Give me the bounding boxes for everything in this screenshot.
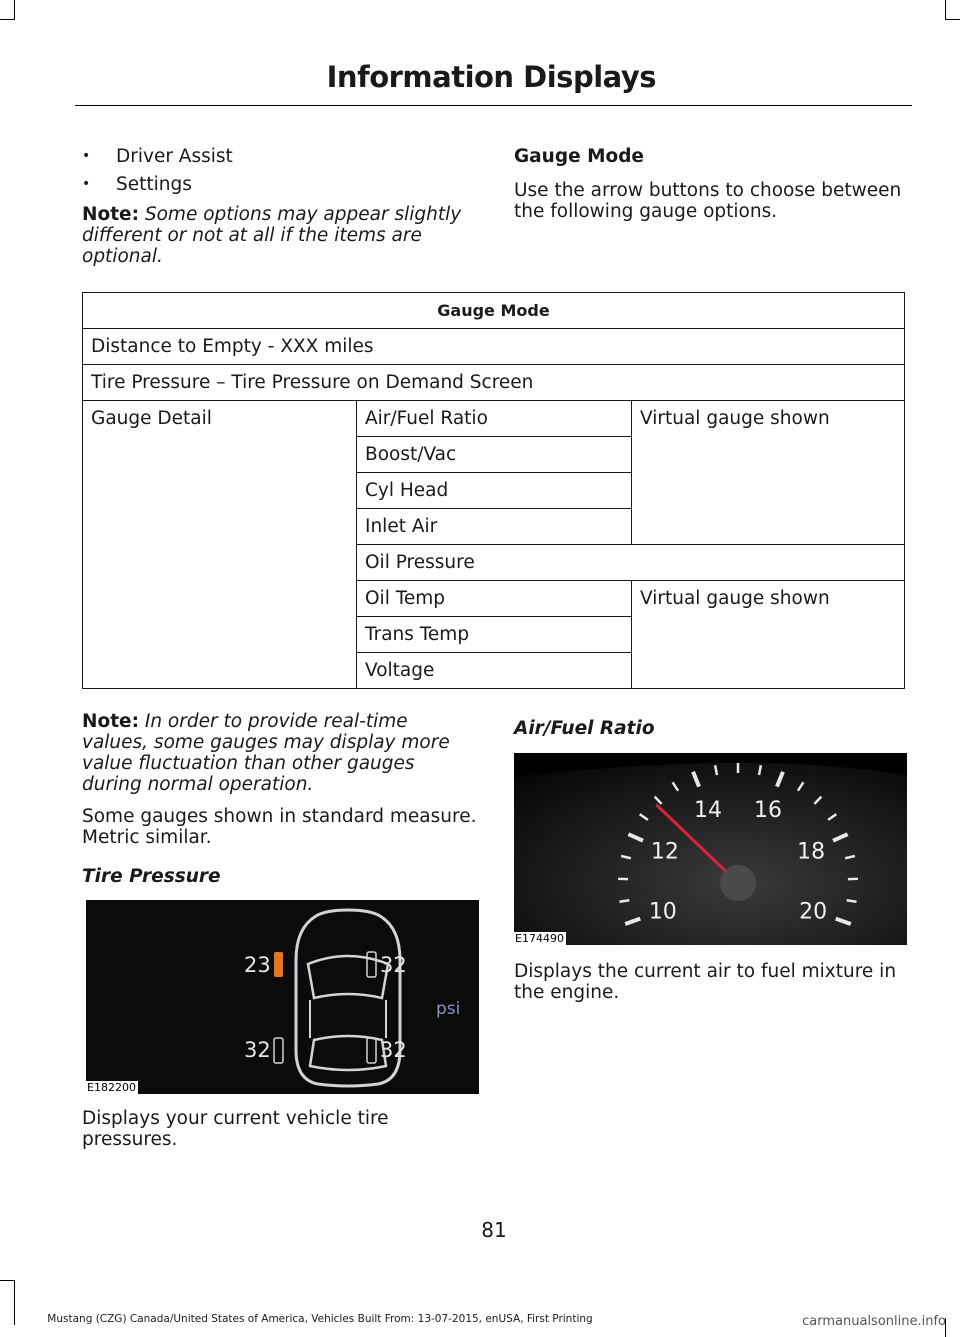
crop-mark: [14, 0, 15, 20]
image-label: E174490: [515, 932, 564, 945]
title-divider: [75, 105, 912, 106]
tire-value-rear-left: 32: [244, 1038, 271, 1062]
crop-mark: [0, 1280, 15, 1281]
watermark: carmanualsonline.info: [802, 1314, 946, 1329]
afr-tick-label: 12: [650, 839, 679, 865]
table-cell-item: Air/Fuel Ratio: [357, 401, 632, 437]
afr-tick-label: 20: [799, 899, 828, 925]
bullet-text: Settings: [116, 174, 192, 195]
afr-tick: [847, 900, 857, 902]
table-cell-virtual-gauge: Virtual gauge shown: [632, 401, 905, 545]
page-number: 81: [481, 1218, 507, 1242]
afr-heading: Air/Fuel Ratio: [514, 718, 655, 739]
tire-pressure-caption: Displays your current vehicle tire pressures.: [82, 1108, 389, 1150]
afr-gauge-image: [514, 753, 907, 945]
table-cell-virtual-gauge: Virtual gauge shown: [632, 581, 905, 689]
tire-front-left-warning: [274, 952, 283, 977]
table-cell-item: Inlet Air: [357, 509, 632, 545]
note-text: In order to provide real-time values, some gauges may display more value fluctuation than other gauges during normal operation.: [82, 711, 450, 795]
table-row-tire-pressure: Tire Pressure – Tire Pressure on Demand Screen: [83, 365, 905, 401]
note: [82, 204, 477, 267]
tire-pressure-image: [86, 900, 479, 1094]
table-cell-gauge-detail: Gauge Detail: [83, 401, 357, 689]
table-cell-item: Voltage: [357, 653, 632, 689]
upper-left-column: [82, 146, 477, 267]
note-label: Note:: [82, 711, 139, 732]
note-text: Some options may appear slightly different or not at all if the items are optional.: [82, 204, 462, 267]
tire-value-rear-right: 32: [380, 1038, 407, 1062]
tire-value-front-right: 32: [380, 953, 407, 977]
afr-tick-label: 10: [648, 899, 677, 925]
afr-tick-label: 18: [797, 839, 826, 865]
standard-measure-text: Some gauges shown in standard measure. Metric similar.: [82, 806, 477, 848]
bullet-icon: •: [82, 176, 91, 192]
afr-tick: [619, 900, 629, 902]
table-cell-item: Oil Pressure: [357, 545, 905, 581]
bullet-icon: •: [82, 148, 91, 164]
table-cell-item: Boost/Vac: [357, 437, 632, 473]
afr-tick-label: 16: [753, 797, 782, 823]
section-body: Use the arrow buttons to choose between the following gauge options.: [514, 180, 902, 222]
afr-caption: Displays the current air to fuel mixture in the engine.: [514, 961, 897, 1003]
page-title: Information Displays: [326, 60, 656, 94]
gauge-mode-table: [82, 292, 905, 689]
afr-tick-label: 14: [694, 797, 723, 823]
crop-mark: [0, 19, 15, 20]
list-item: [82, 146, 477, 167]
afr-needle-hub: [720, 865, 756, 901]
crop-mark: [945, 19, 960, 20]
table-cell-item: Cyl Head: [357, 473, 632, 509]
list-item: [82, 174, 477, 195]
note: [82, 711, 477, 795]
table-row-distance: Distance to Empty - XXX miles: [83, 329, 905, 365]
section-heading: Gauge Mode: [514, 146, 644, 167]
table-header: Gauge Mode: [83, 293, 905, 329]
page-footer: Mustang (CZG) Canada/United States of America, Vehicles Built From: 13-07-2015, enUSA, First Printing: [47, 1313, 593, 1325]
table-cell-item: Trans Temp: [357, 617, 632, 653]
table-cell-item: Oil Temp: [357, 581, 632, 617]
crop-mark: [945, 0, 946, 20]
tire-pressure-heading: Tire Pressure: [82, 866, 221, 887]
tire-pressure-illustration: [86, 900, 479, 1094]
image-label: E182200: [87, 1081, 136, 1094]
tire-unit: psi: [436, 999, 461, 1019]
tire-value-front-left: 23: [244, 953, 271, 977]
upper-right-column: [514, 146, 914, 222]
bullet-text: Driver Assist: [116, 146, 233, 167]
afr-gauge-illustration: [514, 753, 907, 945]
note-label: Note:: [82, 204, 139, 225]
